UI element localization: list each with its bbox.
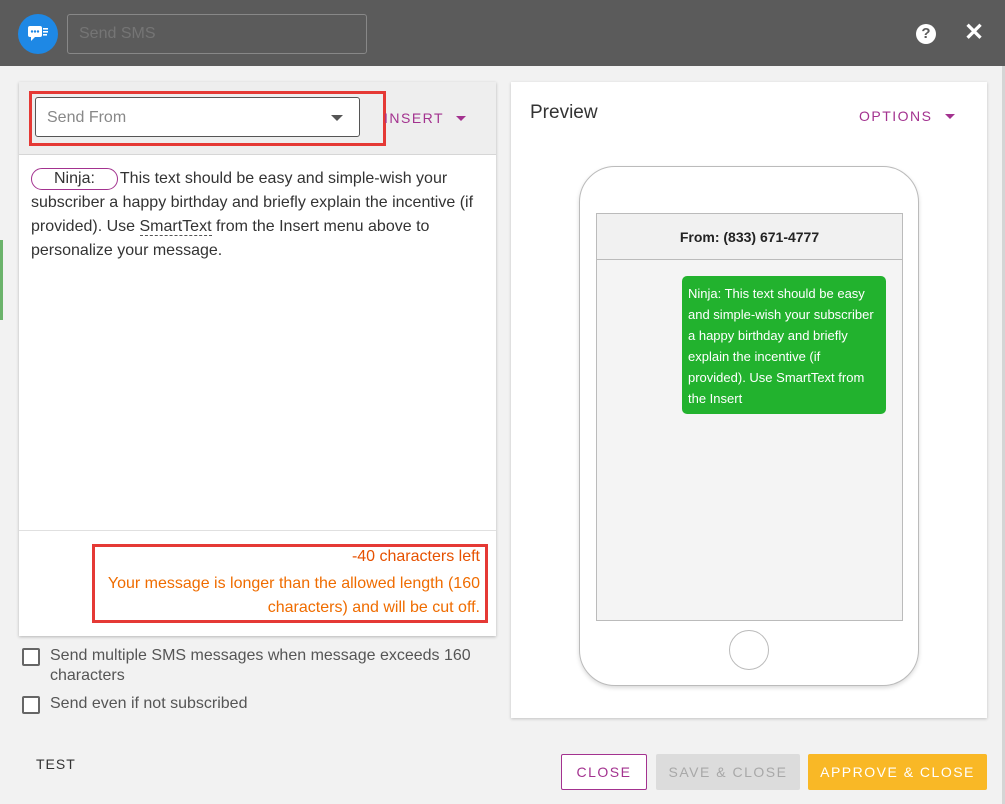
message-textarea[interactable]	[31, 167, 486, 263]
background-accent	[0, 240, 3, 320]
multiple-sms-checkbox[interactable]	[22, 648, 40, 666]
home-button	[729, 630, 769, 670]
test-button[interactable]: TEST	[36, 756, 76, 772]
chars-left-counter: -40 characters left	[351, 548, 480, 565]
message-text-after: from the Insert menu above to personalize your message.	[31, 218, 430, 259]
not-subscribed-label: Send even if not subscribed	[50, 695, 248, 712]
sms-bubble: Ninja: This text should be easy and simple-wish your subscriber a happy birthday and briefly explain the incentive (if provided). Use SmartText from the Insert	[682, 276, 886, 414]
send-from-highlight	[29, 91, 386, 146]
not-subscribed-checkbox[interactable]	[22, 696, 40, 714]
options-button[interactable]	[859, 108, 955, 124]
dropdown-arrow-icon	[456, 116, 466, 121]
close-x-icon[interactable]: ✕	[963, 19, 985, 46]
preview-panel	[511, 82, 987, 718]
question-circle-icon[interactable]: ?	[916, 24, 936, 44]
phone-mockup	[579, 166, 919, 686]
not-subscribed-option[interactable]	[22, 694, 480, 714]
length-warning: Your message is longer than the allowed length (160 characters) and will be cut off.	[107, 575, 480, 616]
save-close-button[interactable]: SAVE & CLOSE	[656, 754, 800, 790]
editor-toolbar	[19, 82, 496, 155]
options-label: OPTIONS	[859, 108, 933, 124]
insert-button[interactable]	[384, 107, 466, 129]
phone-screen	[596, 213, 903, 621]
approve-close-button[interactable]: APPROVE & CLOSE	[808, 754, 987, 790]
divider	[19, 530, 496, 531]
smarttext-tag[interactable]: Ninja:	[31, 168, 118, 190]
smarttext-link: SmartText	[139, 218, 212, 235]
multiple-sms-label: Send multiple SMS messages when message exceeds 160 characters	[50, 647, 471, 684]
preview-title: Preview	[530, 102, 598, 123]
sms-chat-icon	[18, 14, 58, 54]
sender-line: From: (833) 671-4777	[597, 214, 902, 260]
message-text-before: This text should be easy and simple-wish your subscriber a happy birthday and briefly explain the incentive (if provided). Use	[31, 170, 474, 235]
multiple-sms-option[interactable]	[22, 646, 480, 686]
title-input[interactable]	[67, 14, 367, 54]
insert-label: INSERT	[384, 110, 445, 126]
modal-header	[0, 0, 1005, 66]
message-editor	[19, 82, 496, 636]
send-from-placeholder: Send From	[47, 109, 127, 126]
close-button[interactable]: CLOSE	[561, 754, 647, 790]
dropdown-arrow-icon	[945, 114, 955, 119]
